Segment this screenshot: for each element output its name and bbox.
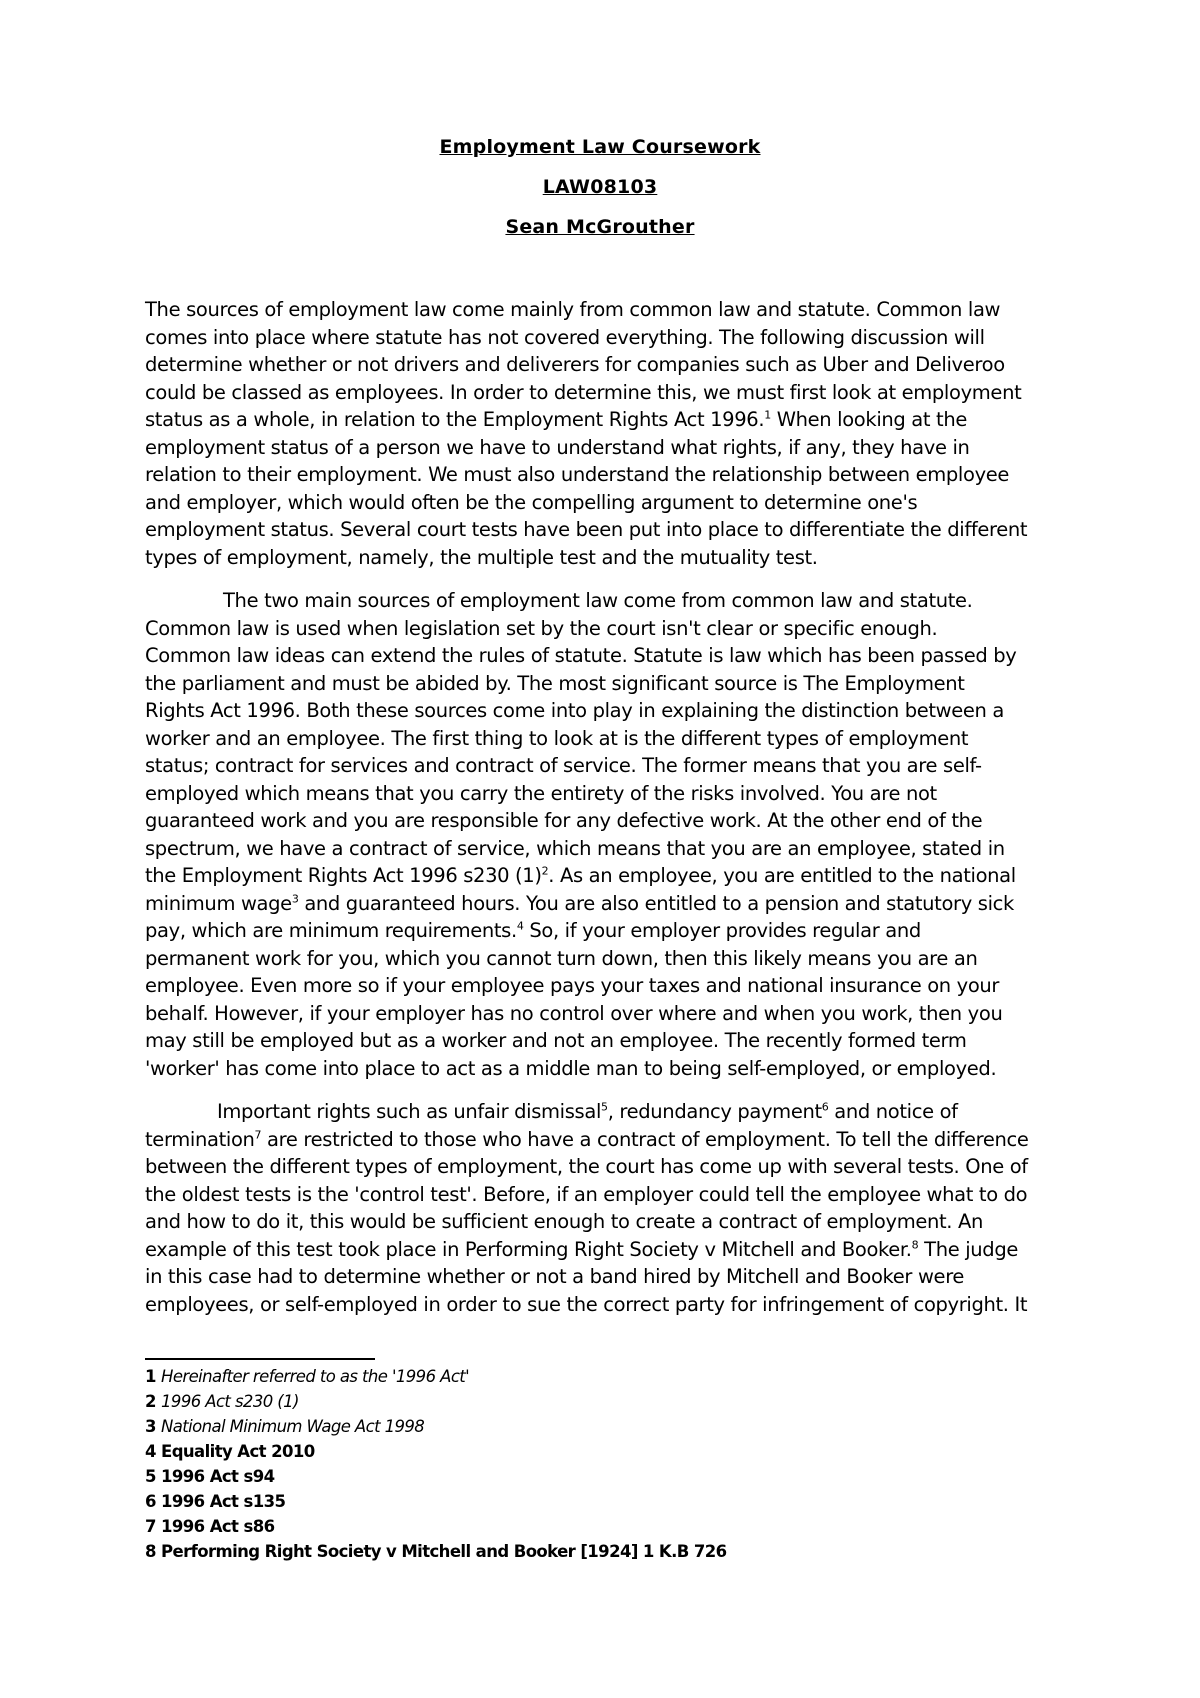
- footnote-ref: 1: [764, 408, 771, 422]
- paragraph-1: [145, 296, 1075, 571]
- paragraph-3: [145, 1098, 1075, 1318]
- text-segment: termination: [145, 1127, 255, 1151]
- text-segment: So, if your employer provides regular and: [523, 919, 921, 942]
- text-line: Common law is used when legislation set by the court isn't clear or specific enough.: [145, 616, 938, 640]
- text-segment: . As an employee, you are entitled to the national: [548, 864, 1016, 887]
- text-segment: example of this test took place in Performing Right Society v Mitchell and Booker.: [145, 1237, 912, 1261]
- text-line: the oldest tests is the 'control test'. Before, if an employer could tell the employee what to do: [145, 1182, 1028, 1206]
- text-segment: are restricted to those who have a contract of employment. To tell the difference: [261, 1127, 1029, 1151]
- text-line: [145, 890, 1075, 918]
- text-line: status; contract for services and contract of service. The former means that you are self-: [145, 754, 982, 777]
- footnote-number: 6: [145, 1492, 162, 1511]
- footnote-text: 1996 Act s94: [161, 1467, 275, 1486]
- footnote-text: Performing Right Society v Mitchell and Booker [1924] 1 K.B 726: [161, 1542, 727, 1561]
- text-line: guaranteed work and you are responsible for any defective work. At the other end of the: [145, 809, 983, 832]
- text-line: [145, 862, 1075, 890]
- footnote-separator: [145, 1358, 375, 1360]
- text-line: employee. Even more so if your employee pays your taxes and national insurance on your: [145, 974, 1000, 997]
- text-line: and employer, which would often be the compelling argument to determine one's: [145, 490, 918, 514]
- footnote-ref: 3: [291, 892, 299, 905]
- text-line: types of employment, namely, the multiple test and the mutuality test.: [145, 545, 818, 569]
- body-text: [145, 296, 1075, 1334]
- text-segment: , redundancy payment: [607, 1100, 822, 1123]
- text-line: comes into place where statute has not covered everything. The following discussion will: [145, 325, 985, 349]
- footnote-text: National Minimum Wage Act 1998: [161, 1417, 425, 1436]
- text-line: [145, 1098, 1075, 1126]
- text-segment: When looking at the: [770, 408, 967, 431]
- footnote-number: 1: [145, 1367, 162, 1386]
- text-line: permanent work for you, which you cannot turn down, then this likely means you are an: [145, 946, 978, 970]
- text-line: [145, 917, 1075, 945]
- text-line: employment status of a person we have to understand what rights, if any, they have in: [145, 435, 970, 459]
- footnote-6: [145, 1489, 1045, 1514]
- footnote-ref: 6: [821, 1100, 829, 1114]
- text-line: Common law ideas can extend the rules of statute. Statute is law which has been passed by: [145, 644, 1017, 667]
- text-segment: The judge: [918, 1237, 1018, 1261]
- text-segment: and guaranteed hours. You are also entitled to a pension and statutory sick: [298, 891, 1014, 915]
- author-name: Sean McGrouther: [505, 216, 695, 238]
- text-line: spectrum, we have a contract of service, which means that you are an employee, stated in: [145, 836, 1005, 860]
- footnote-number: 2: [145, 1392, 162, 1411]
- footnote-number: 4: [145, 1442, 162, 1461]
- text-line: worker and an employee. The first thing to look at is the different types of employment: [145, 726, 969, 750]
- text-line: employment status. Several court tests have been put into place to differentiate the different: [145, 518, 1028, 541]
- footnote-1: [145, 1364, 1045, 1389]
- text-line: the parliament and must be abided by. The most significant source is The Employment: [145, 671, 965, 695]
- document-title: Employment Law Coursework: [439, 136, 761, 158]
- text-line: may still be employed but as a worker and not an employee. The recently formed term: [145, 1029, 967, 1052]
- footnotes: [145, 1364, 1045, 1564]
- text-line: could be classed as employees. In order to determine this, we must first look at employment: [145, 380, 1022, 404]
- footnote-8: [145, 1539, 1045, 1564]
- footnote-number: 5: [145, 1467, 162, 1486]
- footnote-ref: 5: [601, 1100, 608, 1114]
- footnote-number: 8: [145, 1542, 162, 1561]
- text-line: 'worker' has come into place to act as a middle man to being self-employed, or employed.: [145, 1056, 997, 1080]
- text-line: [145, 1236, 1075, 1264]
- footnote-text: 1996 Act s230 (1): [161, 1392, 299, 1411]
- footnote-number: 3: [145, 1417, 162, 1436]
- text-line: [145, 406, 1075, 434]
- text-segment: status as a whole, in relation to the Employment Rights Act 1996.: [145, 408, 765, 431]
- text-line: and how to do it, this would be sufficient enough to create a contract of employment. An: [145, 1210, 983, 1233]
- text-line: relation to their employment. We must also understand the relationship between employee: [145, 463, 1010, 486]
- paragraph-2: [145, 587, 1075, 1082]
- footnote-number: 7: [145, 1517, 162, 1536]
- footnote-text: 1996 Act s86: [161, 1517, 275, 1536]
- text-line: [145, 1126, 1075, 1154]
- footnote-text: Hereinafter referred to as the '1996 Act': [161, 1367, 470, 1386]
- footnote-ref: 7: [254, 1128, 262, 1141]
- footnote-7: [145, 1514, 1045, 1539]
- text-line: between the different types of employment, the court has come up with several tests. One of: [145, 1155, 1028, 1178]
- footnote-ref: 4: [516, 919, 524, 933]
- text-line: behalf. However, if your employer has no control over where and when you work, then you: [145, 1001, 1003, 1025]
- footnote-3: [145, 1414, 1045, 1439]
- text-segment: pay, which are minimum requirements.: [145, 919, 517, 942]
- text-segment: Important rights such as unfair dismissal: [217, 1100, 602, 1123]
- footnote-2: [145, 1389, 1045, 1414]
- course-code: LAW08103: [542, 176, 658, 198]
- footnote-4: [145, 1439, 1045, 1464]
- text-segment: and notice of: [828, 1100, 958, 1123]
- text-line: employees, or self-employed in order to sue the correct party for infringement of copyright. It: [145, 1292, 1028, 1316]
- text-line: The sources of employment law come mainly from common law and statute. Common law: [145, 298, 1001, 321]
- footnote-ref: 2: [541, 864, 549, 878]
- text-line: The two main sources of employment law come from common law and statute.: [223, 589, 973, 612]
- text-line: determine whether or not drivers and deliverers for companies such as Uber and Deliveroo: [145, 353, 1005, 376]
- footnote-5: [145, 1464, 1045, 1489]
- text-segment: minimum wage: [145, 891, 292, 915]
- footnote-text: Equality Act 2010: [161, 1442, 315, 1461]
- text-segment: the Employment Rights Act 1996 s230 (1): [145, 864, 542, 887]
- footnote-ref: 8: [911, 1238, 919, 1251]
- text-line: employed which means that you carry the entirety of the risks involved. You are not: [145, 781, 937, 805]
- footnote-text: 1996 Act s135: [161, 1492, 286, 1511]
- text-line: Rights Act 1996. Both these sources come into play in explaining the distinction between a: [145, 699, 1005, 722]
- text-line: in this case had to determine whether or not a band hired by Mitchell and Booker were: [145, 1265, 965, 1288]
